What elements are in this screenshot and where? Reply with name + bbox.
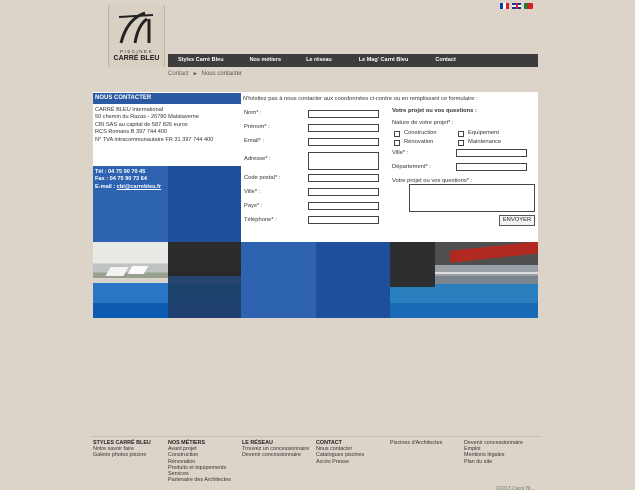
footer-link[interactable]: Services: [168, 471, 189, 478]
footer-link[interactable]: Accès Presse: [316, 458, 349, 465]
ville-input[interactable]: [308, 188, 379, 196]
footer-link[interactable]: Plan du site: [464, 458, 493, 465]
pays-label: Pays* :: [244, 203, 263, 209]
footer-link[interactable]: Piscines d'Architectes: [390, 440, 443, 446]
adresse-textarea[interactable]: [308, 152, 379, 170]
footer-column-metiers: [168, 440, 231, 483]
departement-input[interactable]: [456, 163, 527, 171]
footer-heading[interactable]: NOS MÉTIERS: [168, 440, 206, 446]
footer-divider: [90, 436, 542, 437]
pool-photo-left: [93, 242, 241, 318]
breadcrumb-separator-icon: ►: [192, 71, 198, 77]
nav-item-metiers[interactable]: Nos métiers: [249, 57, 282, 63]
nom-input[interactable]: [308, 110, 379, 118]
footer-column-architectes: [390, 440, 442, 446]
breadcrumb-contact-link[interactable]: Contact: [168, 71, 189, 77]
form-intro: N'hésitez pas à nous contacter aux coordonnées ci-contre ou en remplissant ce formulaire :: [243, 96, 478, 102]
nav-item-mag[interactable]: Le Mag' Carré Bleu: [358, 57, 409, 63]
telephone-label: Téléphone* :: [244, 217, 277, 223]
english-flag-icon[interactable]: [512, 3, 521, 9]
telephone-input[interactable]: [308, 216, 379, 224]
address-line: CARRÉ BLEU International: [95, 107, 164, 113]
lounger: [128, 266, 149, 274]
blue-panel-shade: [316, 242, 390, 318]
pool-photo-right: [390, 242, 538, 318]
nom-label: Nom* :: [244, 110, 262, 116]
footer-link[interactable]: Avant projet: [168, 446, 197, 453]
nature-label: Nature de votre projet* :: [392, 120, 454, 126]
address-line: RCS Romans B 397 744 400: [95, 129, 168, 136]
company-address: [95, 107, 213, 144]
renovation-label: Rénovation: [404, 139, 434, 145]
footer-link[interactable]: Rénovation: [168, 458, 196, 465]
footer-column-misc: [464, 440, 523, 465]
equipement-label: Equipement: [468, 130, 499, 136]
email-label-form: Email* :: [244, 138, 264, 144]
breadcrumb-current: Nous contacter: [201, 71, 242, 77]
footer-heading[interactable]: STYLES CARRÉ BLEU: [93, 440, 151, 446]
footer-link[interactable]: Nous contacter: [316, 446, 353, 453]
ville2-input[interactable]: [456, 149, 527, 157]
maintenance-checkbox[interactable]: [458, 140, 464, 146]
address-line: CBI SAS au capital de 587 826 euros: [95, 121, 188, 128]
questions-textarea[interactable]: [409, 184, 535, 212]
footer-column-styles: [93, 440, 151, 459]
footer-link[interactable]: Devenir concessionnaire: [464, 440, 524, 446]
construction-checkbox[interactable]: [394, 131, 400, 137]
red-awning: [450, 242, 538, 263]
logo[interactable]: [108, 5, 165, 67]
project-title: Votre projet ou vos questions :: [392, 108, 477, 114]
renovation-checkbox[interactable]: [394, 140, 400, 146]
footer-link[interactable]: Notre savoir faire: [93, 446, 135, 453]
fax-number: Fax : 04 75 90 73 64: [95, 176, 147, 183]
logo-title: CARRÉ BLEU: [113, 55, 160, 62]
contact-title: NOUS CONTACTER: [93, 93, 241, 104]
email-line: [95, 184, 161, 191]
contact-phone-box: [93, 166, 241, 243]
address-line: N° TVA intracommunautaire FR 31 397 744 400: [95, 136, 214, 143]
footer-link[interactable]: Produits et équipements: [168, 464, 227, 471]
logo-subtitle: PISCINES: [119, 49, 153, 54]
email-link[interactable]: cbi@carrebleu.fr: [116, 183, 162, 190]
carre-bleu-logo-icon: [115, 9, 159, 47]
footer-link[interactable]: Trouvez un concessionnaire: [242, 446, 310, 453]
breadcrumb: [168, 71, 242, 77]
departement-label: Département* :: [392, 164, 431, 170]
footer: [93, 440, 538, 490]
copyright: ©2013 Carré Bl...: [496, 486, 535, 490]
phone-info: [95, 169, 161, 191]
send-button[interactable]: ENVOYER: [499, 215, 535, 226]
footer-link[interactable]: Catalogues piscines: [316, 452, 365, 459]
ville-label: Ville* :: [244, 189, 261, 195]
footer-link[interactable]: Emploi: [464, 446, 481, 453]
french-flag-icon[interactable]: [500, 3, 509, 9]
construction-label: Construction: [404, 130, 437, 136]
prenom-input[interactable]: [308, 124, 379, 132]
footer-link[interactable]: Partenaire des Architectes: [168, 477, 231, 484]
questions-label: Votre projet ou vos questions* :: [392, 178, 473, 184]
blue-panel: [241, 242, 390, 318]
footer-heading[interactable]: CONTACT: [316, 440, 342, 446]
footer-column-reseau: [242, 440, 309, 459]
pays-input[interactable]: [308, 202, 379, 210]
nav-item-reseau[interactable]: Le réseau: [306, 57, 332, 63]
glass-rail: [435, 272, 538, 274]
portuguese-flag-icon[interactable]: [524, 3, 533, 9]
photo-shade: [168, 242, 241, 318]
email-label: E-mail :: [95, 183, 117, 190]
equipement-checkbox[interactable]: [458, 131, 464, 137]
main-nav: [168, 54, 538, 67]
prenom-label: Prénom* :: [244, 124, 270, 130]
nav-item-contact[interactable]: Contact: [435, 57, 456, 63]
footer-link[interactable]: Construction: [168, 452, 199, 459]
ville2-label: Ville* :: [392, 150, 409, 156]
house-wall: [390, 242, 435, 287]
email-input[interactable]: [308, 138, 379, 146]
nav-item-styles[interactable]: Styles Carré Bleu: [178, 57, 224, 63]
telephone-number: Tél : 04 75 90 70 45: [95, 169, 146, 175]
adresse-label: Adresse* :: [244, 156, 271, 162]
code-postal-input[interactable]: [308, 174, 379, 182]
address-line: 50 chemin du Razas - 26780 Malataverne: [95, 114, 199, 121]
maintenance-label: Maintenance: [468, 139, 502, 145]
code-postal-label: Code postal* :: [244, 175, 281, 181]
lounger: [105, 267, 128, 276]
footer-column-contact: [316, 440, 364, 465]
language-flags: [500, 3, 533, 9]
footer-link[interactable]: Mentions légales: [464, 452, 505, 459]
footer-link[interactable]: Devenir concessionnaire: [242, 452, 302, 459]
blue-box-shade: [168, 166, 241, 243]
footer-heading[interactable]: LE RÉSEAU: [242, 440, 273, 446]
footer-link[interactable]: Galerie photos piscine: [93, 452, 147, 459]
